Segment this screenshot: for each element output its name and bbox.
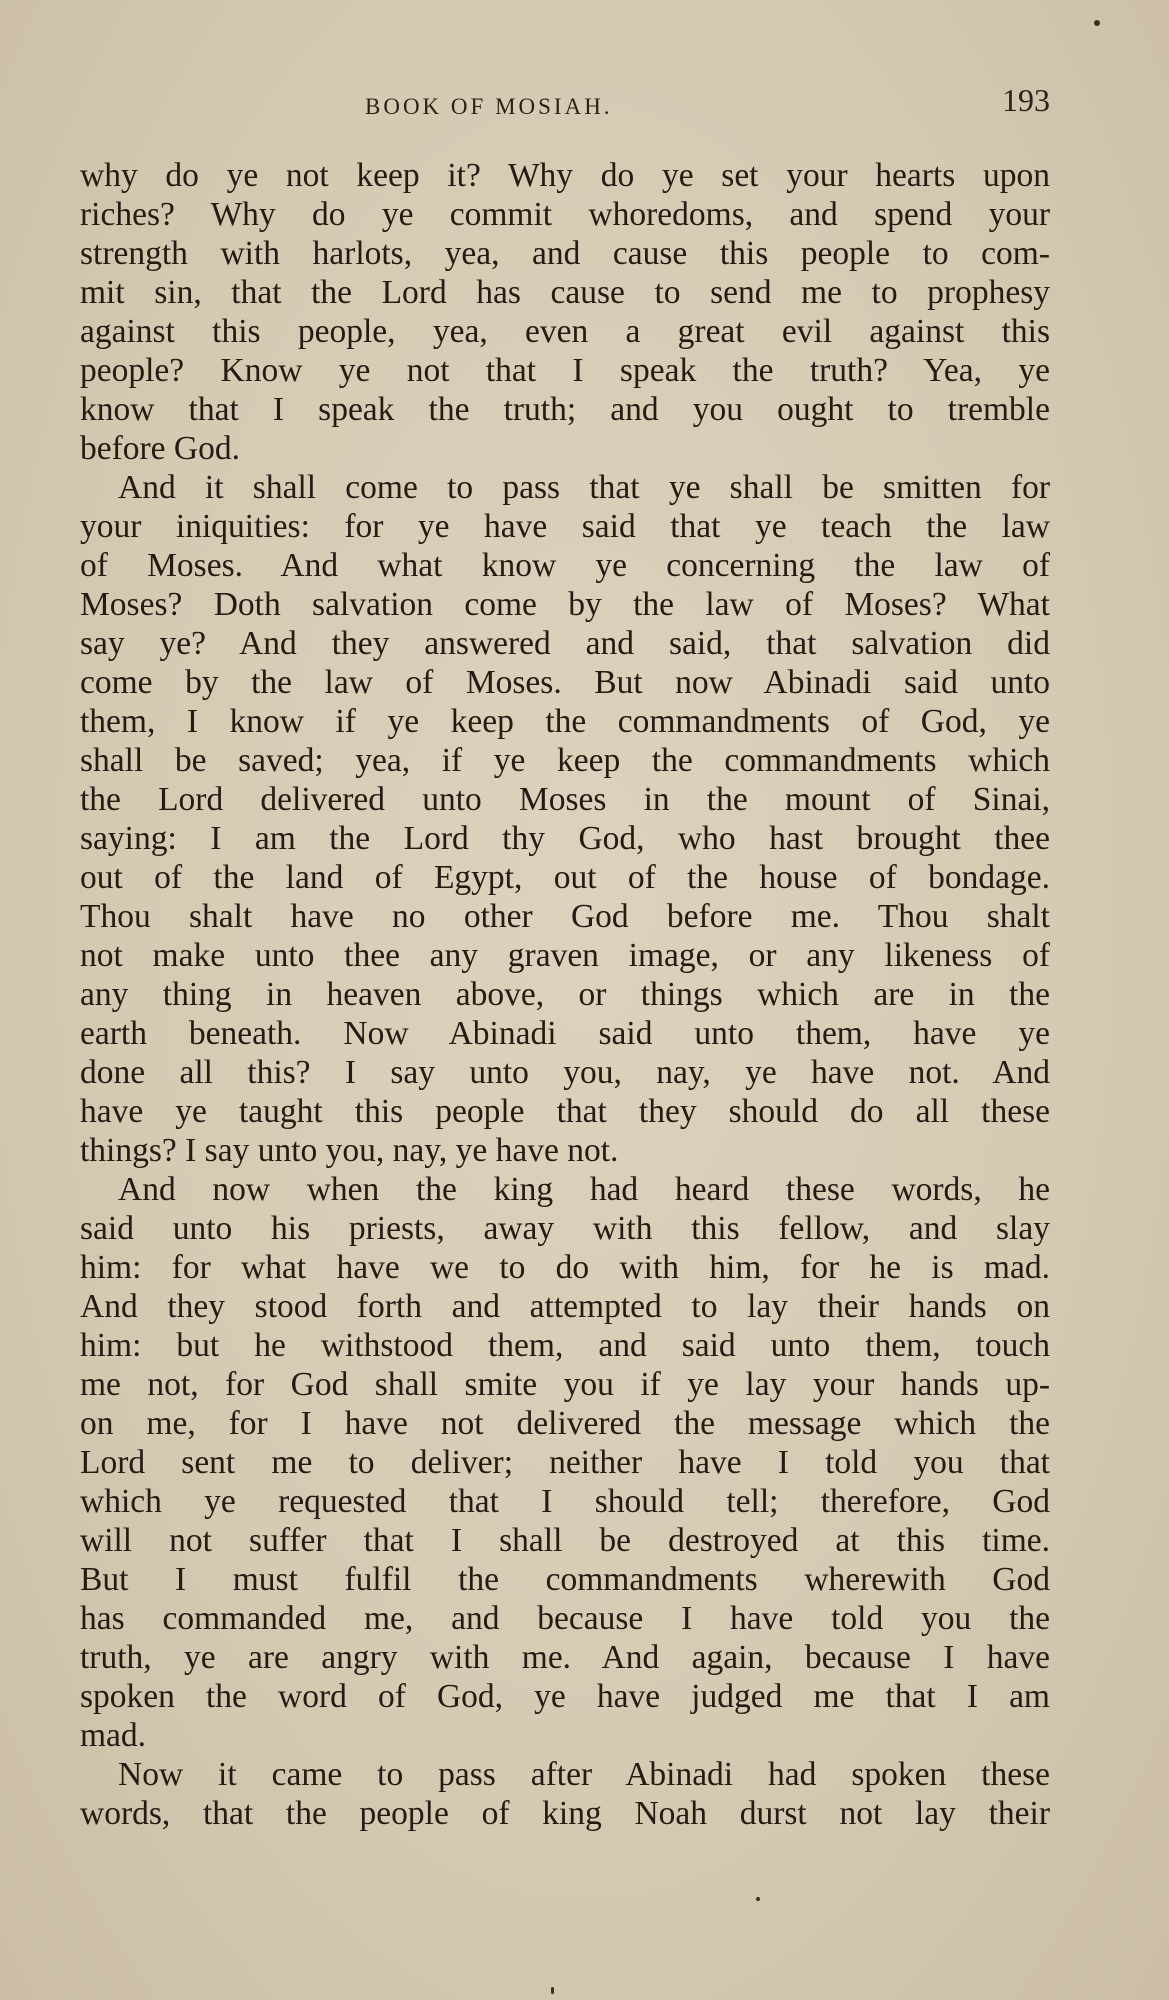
- text-line: spoken the word of God, ye have judged me that I am: [80, 1678, 1050, 1715]
- text-line: Now it came to pass after Abinadi had spoken these: [118, 1756, 1050, 1793]
- text-line: words, that the people of king Noah durst not lay their: [80, 1795, 1050, 1832]
- text-line: done all this? I say unto you, nay, ye have not. And: [80, 1054, 1050, 1091]
- text-line: riches? Why do ye commit whoredoms, and spend your: [80, 196, 1050, 233]
- page-number: 193: [1002, 82, 1050, 118]
- text-line: me not, for God shall smite you if ye lay your hands up-: [80, 1366, 1050, 1403]
- text-line: the Lord delivered unto Moses in the mount of Sinai,: [80, 781, 1050, 818]
- text-line: come by the law of Moses. But now Abinadi said unto: [80, 664, 1050, 701]
- text-line: against this people, yea, even a great evil against this: [80, 313, 1050, 350]
- text-line: your iniquities: for ye have said that ye teach the law: [80, 508, 1050, 545]
- text-line: mad.: [80, 1717, 147, 1754]
- text-line: will not suffer that I shall be destroyed at this time.: [80, 1522, 1050, 1559]
- paper-speck: [756, 1897, 760, 1901]
- page-header: [80, 80, 1050, 130]
- text-line: strength with harlots, yea, and cause this people to com-: [80, 235, 1050, 272]
- text-line: things? I say unto you, nay, ye have not.: [80, 1132, 619, 1169]
- text-line: not make unto thee any graven image, or any likeness of: [80, 937, 1050, 974]
- text-line: of Moses. And what know ye concerning the law of: [80, 547, 1050, 584]
- text-line: say ye? And they answered and said, that salvation did: [80, 625, 1050, 662]
- text-line: people? Know ye not that I speak the truth? Yea, ye: [80, 352, 1050, 389]
- body-text: [80, 156, 1050, 1833]
- paper-speck: [551, 1987, 554, 1994]
- paper-speck: [1094, 20, 1100, 26]
- text-line: But I must fulfil the commandments wherewith God: [80, 1561, 1050, 1598]
- text-line: out of the land of Egypt, out of the house of bondage.: [80, 859, 1050, 896]
- text-line: Thou shalt have no other God before me. Thou shalt: [80, 898, 1050, 935]
- running-head: BOOK OF MOSIAH.: [365, 94, 613, 119]
- text-line: Lord sent me to deliver; neither have I told you that: [80, 1444, 1050, 1481]
- text-line: mit sin, that the Lord has cause to send me to prophesy: [80, 274, 1050, 311]
- text-line: saying: I am the Lord thy God, who hast brought thee: [80, 820, 1050, 857]
- text-line: him: for what have we to do with him, for he is mad.: [80, 1249, 1050, 1286]
- text-line: shall be saved; yea, if ye keep the commandments which: [80, 742, 1050, 779]
- text-line: And now when the king had heard these words, he: [118, 1171, 1050, 1208]
- text-line: on me, for I have not delivered the message which the: [80, 1405, 1050, 1442]
- text-line: why do ye not keep it? Why do ye set your hearts upon: [80, 157, 1050, 194]
- text-line: before God.: [80, 430, 240, 467]
- text-line: have ye taught this people that they should do all these: [80, 1093, 1050, 1130]
- text-line: And it shall come to pass that ye shall be smitten for: [118, 469, 1050, 506]
- text-line: them, I know if ye keep the commandments of God, ye: [80, 703, 1050, 740]
- text-line: has commanded me, and because I have told you the: [80, 1600, 1050, 1637]
- text-line: said unto his priests, away with this fellow, and slay: [80, 1210, 1050, 1247]
- text-line: truth, ye are angry with me. And again, because I have: [80, 1639, 1050, 1676]
- text-line: earth beneath. Now Abinadi said unto them, have ye: [80, 1015, 1050, 1052]
- text-line: know that I speak the truth; and you ought to tremble: [80, 391, 1050, 428]
- text-line: any thing in heaven above, or things which are in the: [80, 976, 1050, 1013]
- text-line: Moses? Doth salvation come by the law of Moses? What: [80, 586, 1050, 623]
- text-line: him: but he withstood them, and said unto them, touch: [80, 1327, 1050, 1364]
- text-line: And they stood forth and attempted to lay their hands on: [80, 1288, 1050, 1325]
- text-line: which ye requested that I should tell; therefore, God: [80, 1483, 1050, 1520]
